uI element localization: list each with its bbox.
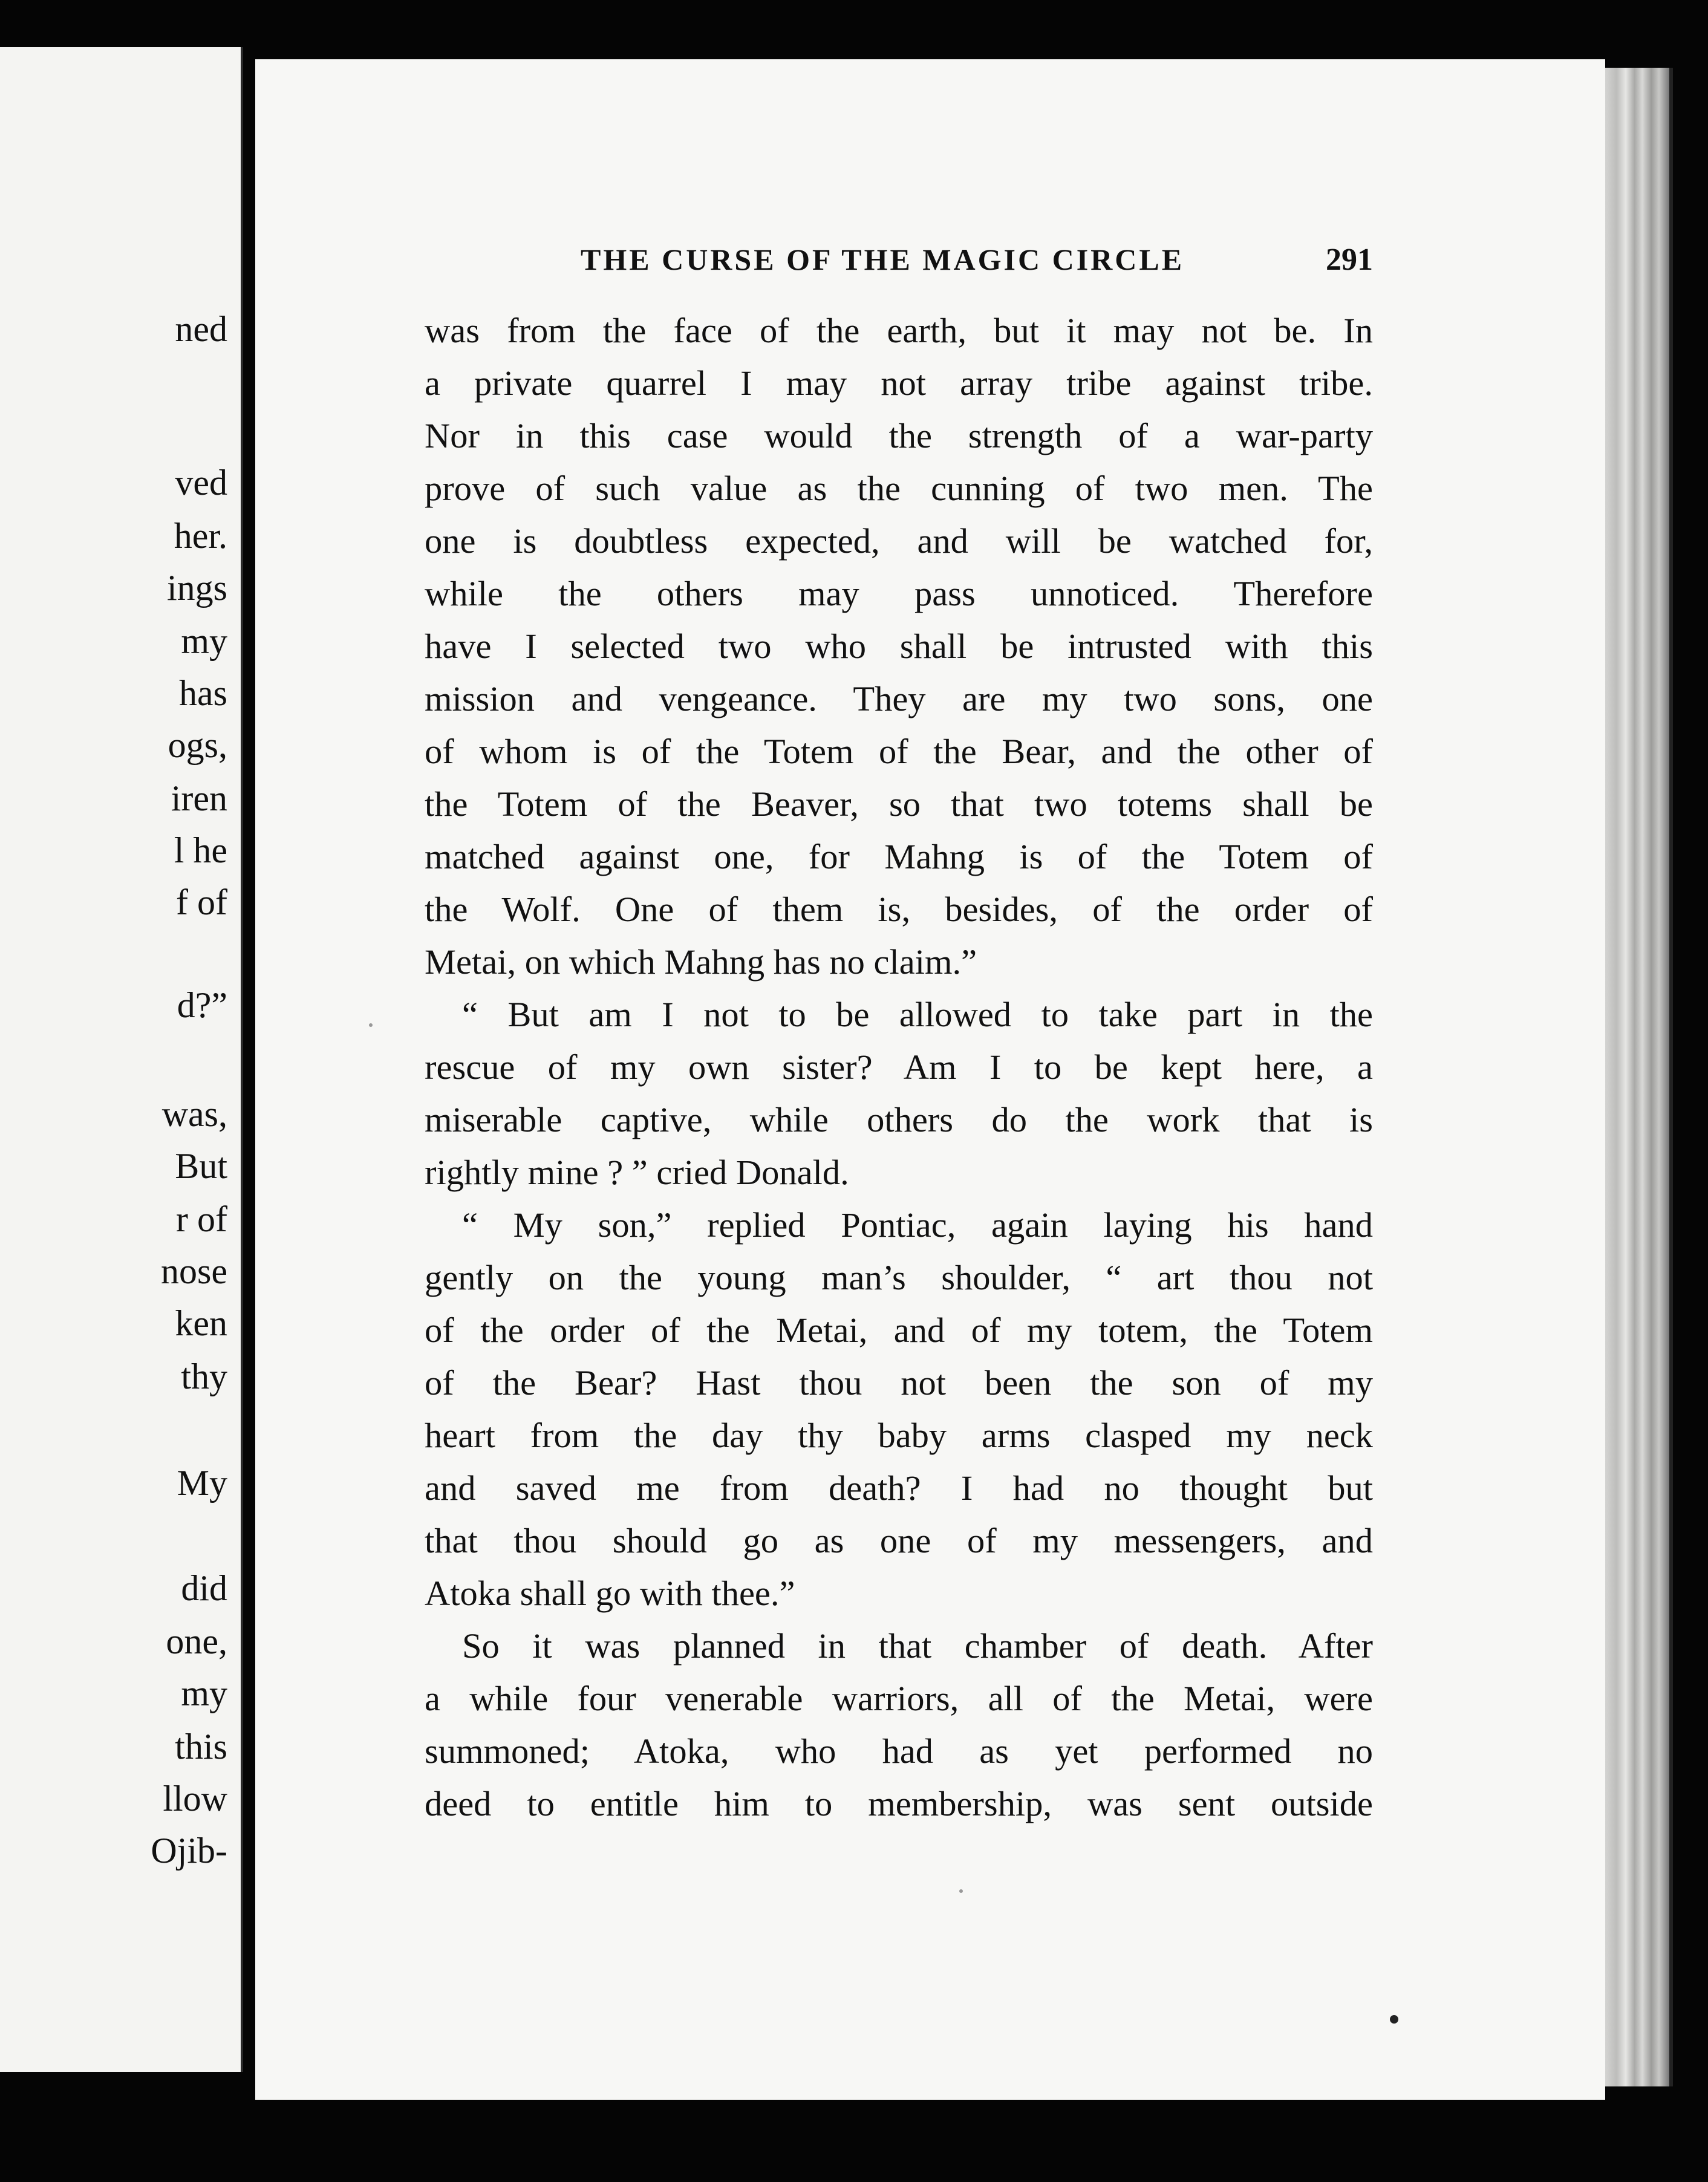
text-line: of whom is of the Totem of the Bear, and the other of bbox=[425, 732, 1373, 771]
text-line: heart from the day thy baby arms clasped my neck bbox=[425, 1416, 1373, 1455]
facing-page bbox=[0, 47, 243, 2072]
facing-page-fragment: her. bbox=[174, 516, 227, 556]
text-line: miserable captive, while others do the work that is bbox=[425, 1100, 1373, 1139]
ink-speck bbox=[959, 1889, 963, 1893]
text-line: that thou should go as one of my messengers, and bbox=[425, 1521, 1373, 1560]
ink-speck bbox=[1390, 2015, 1398, 2024]
facing-page-fragment: r of bbox=[176, 1199, 227, 1239]
facing-page-fragment: Ojib- bbox=[151, 1831, 227, 1871]
text-line: a while four venerable warriors, all of the Metai, were bbox=[425, 1679, 1373, 1718]
facing-page-fragment: has bbox=[179, 673, 227, 713]
text-line: prove of such value as the cunning of two men. The bbox=[425, 469, 1373, 508]
text-line: rightly mine ? ” cried Donald. bbox=[425, 1153, 849, 1192]
facing-page-fragment: But bbox=[175, 1146, 227, 1186]
text-line: Atoka shall go with thee.” bbox=[425, 1574, 795, 1613]
facing-page-fragment: did bbox=[181, 1568, 227, 1608]
text-line: “ My son,” replied Pontiac, again laying his hand bbox=[462, 1205, 1373, 1245]
text-line: have I selected two who shall be intrusted with this bbox=[425, 627, 1373, 666]
text-line: and saved me from death? I had no thought but bbox=[425, 1468, 1373, 1508]
facing-page-fragment: iren bbox=[171, 778, 227, 818]
text-line: “ But am I not to be allowed to take part in the bbox=[462, 995, 1373, 1034]
text-line: So it was planned in that chamber of death. After bbox=[462, 1626, 1373, 1666]
facing-page-fragment: ings bbox=[166, 568, 227, 608]
facing-page-fragment: ken bbox=[175, 1303, 227, 1343]
facing-page-fragment: nose bbox=[161, 1251, 227, 1291]
page-edges bbox=[1605, 68, 1673, 2086]
facing-page-fragment: ved bbox=[175, 463, 227, 503]
text-line: a private quarrel I may not array tribe against tribe. bbox=[425, 363, 1373, 403]
text-line: while the others may pass unnoticed. Therefore bbox=[425, 574, 1373, 613]
text-line: Metai, on which Mahng has no claim.” bbox=[425, 942, 977, 982]
facing-page-fragment: l he bbox=[174, 830, 227, 870]
running-head bbox=[581, 242, 1379, 290]
facing-page-fragment: my bbox=[181, 1673, 227, 1713]
text-line: mission and vengeance. They are my two sons, one bbox=[425, 679, 1373, 718]
text-line: rescue of my own sister? Am I to be kept here, a bbox=[425, 1047, 1373, 1087]
text-line: of the order of the Metai, and of my totem, the Totem bbox=[425, 1311, 1373, 1350]
facing-page-fragment: d?” bbox=[177, 985, 227, 1025]
text-line: the Totem of the Beaver, so that two totems shall be bbox=[425, 784, 1373, 824]
text-line: of the Bear? Hast thou not been the son of my bbox=[425, 1363, 1373, 1402]
facing-page-fragment: llow bbox=[163, 1779, 227, 1819]
text-line: the Wolf. One of them is, besides, of the order of bbox=[425, 890, 1373, 929]
text-line: matched against one, for Mahng is of the Totem of bbox=[425, 837, 1373, 876]
facing-page-fragment: my bbox=[181, 621, 227, 661]
text-line: Nor in this case would the strength of a war-party bbox=[425, 416, 1373, 455]
facing-page-fragment: was, bbox=[161, 1094, 227, 1134]
facing-page-fragment: f of bbox=[176, 882, 227, 922]
facing-page-fragment: this bbox=[175, 1727, 227, 1767]
facing-page-fragment: My bbox=[177, 1463, 227, 1503]
text-line: gently on the young man’s shoulder, “ art thou not bbox=[425, 1258, 1373, 1297]
page-number: 291 bbox=[1326, 243, 1373, 277]
text-line: one is doubtless expected, and will be watched for, bbox=[425, 521, 1373, 561]
text-line: deed to entitle him to membership, was sent outside bbox=[425, 1784, 1373, 1823]
facing-page-fragment: ned bbox=[175, 309, 227, 349]
ink-speck bbox=[369, 1023, 373, 1027]
text-line: summoned; Atoka, who had as yet performed no bbox=[425, 1731, 1373, 1771]
facing-page-fragment: ogs, bbox=[168, 725, 227, 765]
facing-page-fragment: thy bbox=[181, 1356, 227, 1396]
running-title: THE CURSE OF THE MAGIC CIRCLE bbox=[581, 243, 1185, 276]
facing-page-fragment: one, bbox=[166, 1621, 227, 1661]
text-line: was from the face of the earth, but it may not be. In bbox=[425, 311, 1373, 350]
